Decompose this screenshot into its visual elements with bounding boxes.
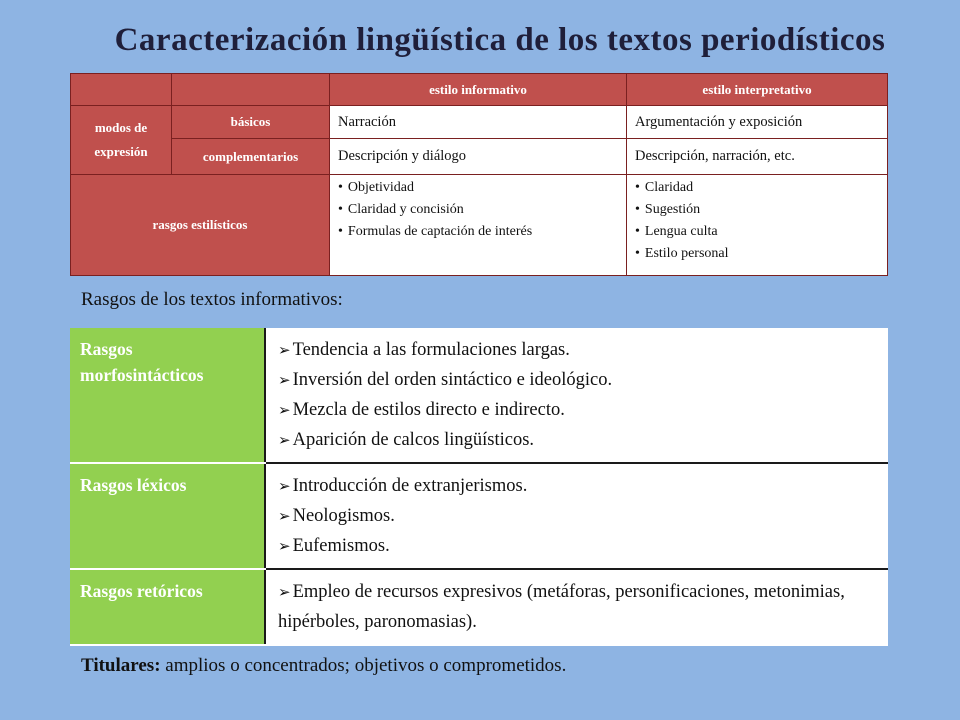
cell-complementarios-informativo: Descripción y diálogo xyxy=(330,139,627,175)
table-row xyxy=(71,139,888,175)
footer-text: amplios o concentrados; objetivos o comprometidos. xyxy=(160,655,567,676)
rasgos-table xyxy=(70,328,888,646)
table-row xyxy=(71,175,888,276)
characterization-table xyxy=(70,73,888,276)
group-label-modos: modos de expresión xyxy=(71,106,172,175)
row-content xyxy=(265,463,888,569)
footer-label: Titulares: xyxy=(81,655,161,676)
section-subtitle: Rasgos de los textos informativos: xyxy=(81,289,343,310)
list-item: ➢ Tendencia a las formulaciones largas. xyxy=(278,336,878,366)
cell-rasgos-interpretativo xyxy=(627,175,888,276)
cell-basicos-interpretativo: Argumentación y exposición xyxy=(627,106,888,139)
list-item: ➢ Introducción de extranjerismos. xyxy=(278,472,878,502)
empty-header-cell xyxy=(172,74,330,106)
list-item: • Sugestión xyxy=(635,199,879,221)
row-label-retoricos: Rasgos retóricos xyxy=(70,569,265,645)
table-header-row xyxy=(71,74,888,106)
col-header-informativo: estilo informativo xyxy=(330,74,627,106)
list-item: • Lengua culta xyxy=(635,221,879,243)
list-item: • Objetividad xyxy=(338,177,618,199)
list-item: • Claridad xyxy=(635,177,879,199)
list-item: ➢ Aparición de calcos lingüísticos. xyxy=(278,426,878,456)
list-item: ➢ Eufemismos. xyxy=(278,532,878,562)
bullet-list xyxy=(338,177,618,243)
list-item: • Estilo personal xyxy=(635,243,879,265)
list-item: ➢ Mezcla de estilos directo e indirecto. xyxy=(278,396,878,426)
row-label-morfosintacticos: Rasgos morfosintácticos xyxy=(70,328,265,463)
list-item: ➢ Inversión del orden sintáctico e ideológico. xyxy=(278,366,878,396)
list-item: • Formulas de captación de interés xyxy=(338,221,618,243)
bullet-list xyxy=(635,177,879,265)
row-content xyxy=(265,569,888,645)
cell-complementarios-interpretativo: Descripción, narración, etc. xyxy=(627,139,888,175)
table-row xyxy=(70,328,888,463)
list-item: • Claridad y concisión xyxy=(338,199,618,221)
row-label-lexicos: Rasgos léxicos xyxy=(70,463,265,569)
row-label-basicos: básicos xyxy=(172,106,330,139)
row-content xyxy=(265,328,888,463)
list-item: ➢ Neologismos. xyxy=(278,502,878,532)
cell-rasgos-informativo xyxy=(330,175,627,276)
table-row xyxy=(70,463,888,569)
col-header-interpretativo: estilo interpretativo xyxy=(627,74,888,106)
empty-header-cell xyxy=(71,74,172,106)
footer-note xyxy=(81,655,566,677)
row-label-complementarios: complementarios xyxy=(172,139,330,175)
slide-title: Caracterización lingüística de los textos periodísticos xyxy=(114,22,886,58)
row-label-rasgos: rasgos estilísticos xyxy=(71,175,330,276)
list-item: ➢ Empleo de recursos expresivos (metáforas, personificaciones, metonimias, hipérboles, paronomasias). xyxy=(278,578,878,637)
cell-basicos-informativo: Narración xyxy=(330,106,627,139)
table-row xyxy=(70,569,888,645)
table-row xyxy=(71,106,888,139)
